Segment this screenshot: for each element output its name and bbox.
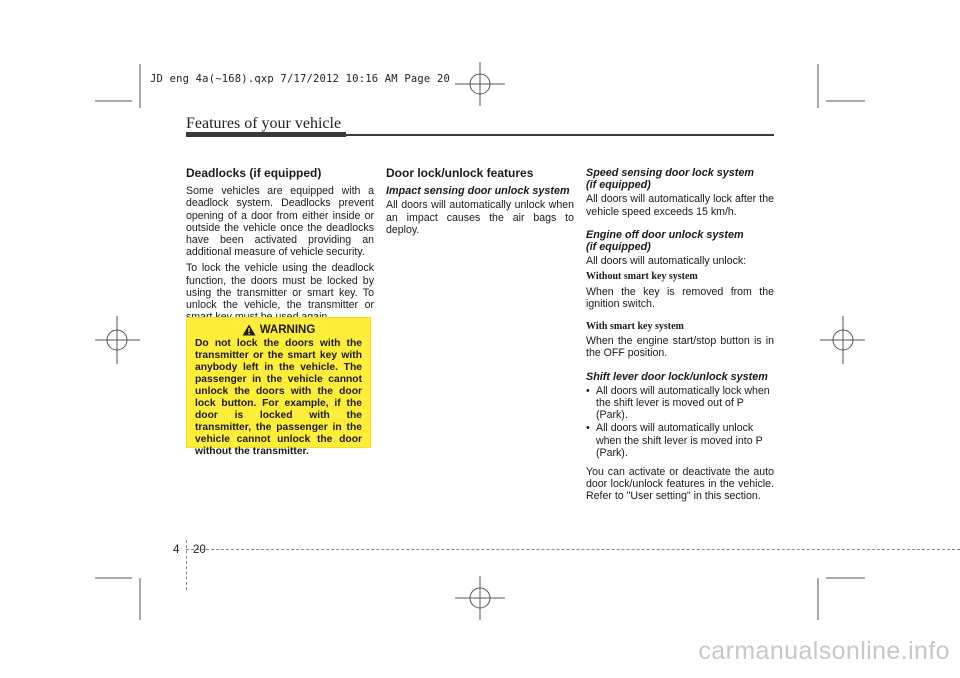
chapter-number: 4 bbox=[173, 544, 180, 556]
list-item: • All doors will automatically unlock when the shift lever is moved into P (Park). bbox=[586, 422, 774, 459]
registration-mark-left bbox=[95, 316, 140, 364]
warning-text: Do not lock the doors with the transmitter or the smart key with anybody left in the vehicle. The passenger in the vehicle cannot unlock the doors with the door lock button. For example, if the door is locked with the transmitter, the passenger in the vehicle cannot unlock the door without the transmitter. bbox=[195, 338, 362, 457]
engine-off-equipped: (if equipped) bbox=[586, 241, 651, 254]
without-smart-key-heading: Without smart key system bbox=[586, 271, 698, 283]
column-door-lock-features bbox=[386, 167, 574, 240]
with-smart-key-paragraph: When the engine start/stop button is in the OFF position. bbox=[586, 335, 774, 360]
impact-sensing-paragraph: All doors will automatically unlock when an impact causes the air bags to deploy. bbox=[386, 199, 574, 236]
warning-title: WARNING bbox=[259, 324, 316, 336]
registration-mark-right bbox=[820, 316, 865, 364]
column-deadlocks bbox=[186, 167, 374, 327]
header-rule bbox=[346, 134, 774, 136]
user-setting-paragraph: You can activate or deactivate the auto door lock/unlock features in the vehicle. Refer to "User setting" in this section. bbox=[586, 466, 774, 503]
deadlocks-paragraph-2: To lock the vehicle using the deadlock function, the doors must be locked by using the transmitter or smart key. To unlock the vehicle, the transmitter or bbox=[186, 262, 374, 312]
without-smart-key-paragraph: When the key is removed from the ignition switch. bbox=[586, 285, 774, 310]
deadlocks-paragraph-1: Some vehicles are equipped with a deadlock system. Deadlocks prevent opening of a door from either inside or outside the vehicle once the deadlocks have been activated providing an additional measure of vehicle security. bbox=[186, 185, 374, 259]
column-auto-lock bbox=[586, 167, 774, 507]
page-section-title: Features of your vehicle bbox=[186, 115, 342, 132]
list-item: • All doors will automatically lock when the shift lever is moved out of P (Park). bbox=[586, 385, 774, 422]
header-bar bbox=[186, 132, 346, 137]
registration-mark-top bbox=[455, 62, 505, 106]
impact-sensing-heading: Impact sensing door unlock system bbox=[386, 185, 570, 198]
engine-off-paragraph: All doors will automatically unlock: bbox=[586, 255, 747, 268]
footer-rule bbox=[186, 549, 960, 550]
footer-divider bbox=[186, 540, 187, 590]
deadlocks-heading: Deadlocks (if equipped) bbox=[186, 166, 322, 180]
watermark: carmanualsonline.info bbox=[698, 637, 950, 665]
warning-header bbox=[195, 324, 362, 336]
speed-sensing-heading: Speed sensing door lock system bbox=[586, 167, 755, 179]
shift-lever-heading: Shift lever door lock/unlock system bbox=[586, 370, 768, 383]
warning-triangle-icon bbox=[242, 324, 256, 336]
registration-mark-bottom bbox=[455, 576, 505, 620]
engine-off-heading: Engine off door unlock system bbox=[586, 228, 744, 241]
with-smart-key-heading: With smart key system bbox=[586, 321, 684, 333]
shift-lever-list bbox=[586, 385, 774, 459]
speed-sensing-equipped: (if equipped) bbox=[586, 179, 651, 192]
speed-sensing-paragraph: All doors will automatically lock after the vehicle speed exceeds 15 km/h. bbox=[586, 193, 774, 218]
warning-box bbox=[186, 317, 371, 457]
door-lock-features-heading: Door lock/unlock features bbox=[386, 166, 534, 180]
page-number: 20 bbox=[193, 544, 206, 556]
print-slug: JD eng 4a(~168).qxp 7/17/2012 10:16 AM Page 20 bbox=[150, 73, 450, 85]
